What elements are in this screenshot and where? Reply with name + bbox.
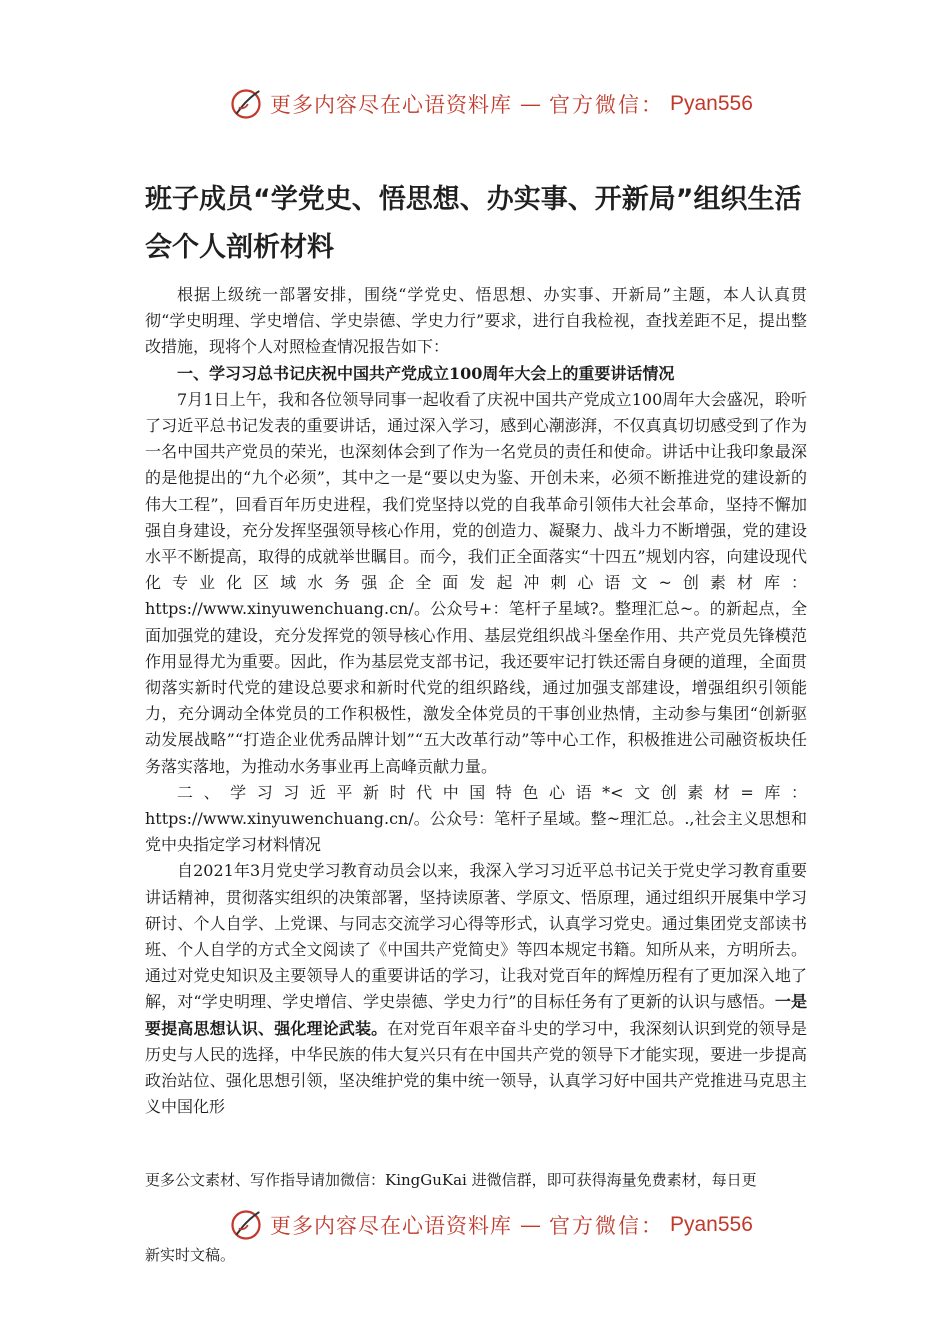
section-2-text-a: 自2021年3月党史学习教育动员会以来，我深入学习习近平总书记关于党史学习教育重要讲话精神，贯彻落实组织的决策部署，坚持读原著、学原文、悟原理，通过组织开展集中学习研讨、个人自学、上党课、与同志交流学习心得等形式，认真学习党史。通过集团党支部读书班、个人自学的方式全文阅读了《中国共产党简史》等四本规定书籍。知所从来，方明所去。通过对党史知识及主要领导人的重要讲话的学习，让我对党百年的辉煌历程有了更加深入地了解，对“学史明理、学史增信、学史崇德、学史力行”的目标任务有了更新的认识与感悟。 [145, 861, 807, 1012]
banner-wechat-label: 官方微信： [549, 93, 664, 117]
banner-wechat-id: Pyan556 [670, 1213, 753, 1236]
document-title: 班子成员“学党史、悟思想、办实事、开新局”组织生活会个人剖析材料 [145, 184, 802, 263]
section-1-heading: 一、学习习总书记庆祝中国共产党成立100周年大会上的重要讲话情况 [177, 363, 675, 383]
document-body [145, 282, 807, 1121]
banner-text: 更多内容尽在心语资料库 [270, 93, 512, 117]
banner-wechat-label: 官方微信： [549, 1214, 664, 1238]
footer-promo-tail: 新实时文稿。 [145, 1246, 236, 1264]
banner-separator: — [520, 92, 541, 116]
section-1-paragraph: 7月1日上午，我和各位领导同事一起收看了庆祝中国共产党成立100周年大会盛况，聆听了习近平总书记发表的重要讲话，通过深入学习，感到心潮澎湃，不仅真真切切感受到了作为一名中国共产党员的荣光，也深刻体会到了作为一名党员的责任和使命。讲话中让我印象最深的是他提出的“九个必须”，其中之一是“要以史为鉴、开创未来，必须不断推进党的建设新的伟大工程”，回看百年历史进程，我们党坚持以党的自我革命引领伟大社会革命，坚持不懈加强自身建设，充分发挥坚强领导核心作用，党的创造力、凝聚力、战斗力不断增强，党的建设水平不断提高，取得的成就举世瞩目。而今，我们正全面落实“十四五”规划内容，向建设现代化专业化区域水务强企全面发起冲刺心语文~创素材库：https://www.xinyuwenchuang.cn/。公众号+：笔杆子星域?。整理汇总~。的新起点，全面加强党的建设，充分发挥党的领导核心作用、基层党组织战斗堡垒作用、共产党员先锋模范作用显得尤为重要。因此，作为基层党支部书记，我还要牢记打铁还需自身硬的道理，全面贯彻落实新时代党的建设总要求和新时代党的组织路线，通过加强支部建设，增强组织引领能力，充分调动全体党员的工作积极性，激发全体党员的干事创业热情，主动参与集团“创新驱动发展战略”“打造企业优秀品牌计划”“五大改革行动”等中心工作，积极推进公司融资板块任务落实落地，为推动水务事业再上高峰贡献力量。 [145, 389, 807, 776]
footer-promo-note: 更多公文素材、写作指导请加微信：KingGuKai 进微信群，即可获得海量免费素材，每日更 [145, 1171, 757, 1189]
section-2-emphasis: 一是要提高思想认识、强化理论武装。 [145, 992, 807, 1038]
banner-text: 更多内容尽在心语资料库 [270, 1214, 512, 1238]
brush-logo-icon [228, 86, 264, 122]
banner-separator: — [520, 1213, 541, 1237]
section-2-text-b: 在对党百年艰辛奋斗史的学习中，我深刻认识到党的领导是历史与人民的选择，中华民族的伟大复兴只有在中国共产党的领导下才能实现，要进一步提高政治站位、强化思想引领，坚决维护党的集中统一领导，认真学习好中国共产党推进马克思主义中国化形 [145, 1018, 807, 1117]
footer-watermark-banner [228, 1207, 753, 1243]
header-watermark-banner [228, 86, 753, 122]
banner-wechat-id: Pyan556 [670, 92, 753, 115]
section-2-paragraph [145, 858, 807, 1120]
section-2-heading: 二、学习习近平新时代中国特色心语*<文创素材=库：https://www.xinyuwenchuang.cn/。公众号：笔杆子星域。整~理汇总。.,社会主义思想和党中央指定学习材料情况 [145, 782, 807, 855]
brush-logo-icon [228, 1207, 264, 1243]
intro-paragraph: 根据上级统一部署安排，围绕“学党史、悟思想、办实事、开新局”主题，本人认真贯彻“学史明理、学史增信、学史崇德、学史力行”要求，进行自我检视，查找差距不足，提出整改措施，现将个人对照检查情况报告如下： [145, 285, 807, 357]
